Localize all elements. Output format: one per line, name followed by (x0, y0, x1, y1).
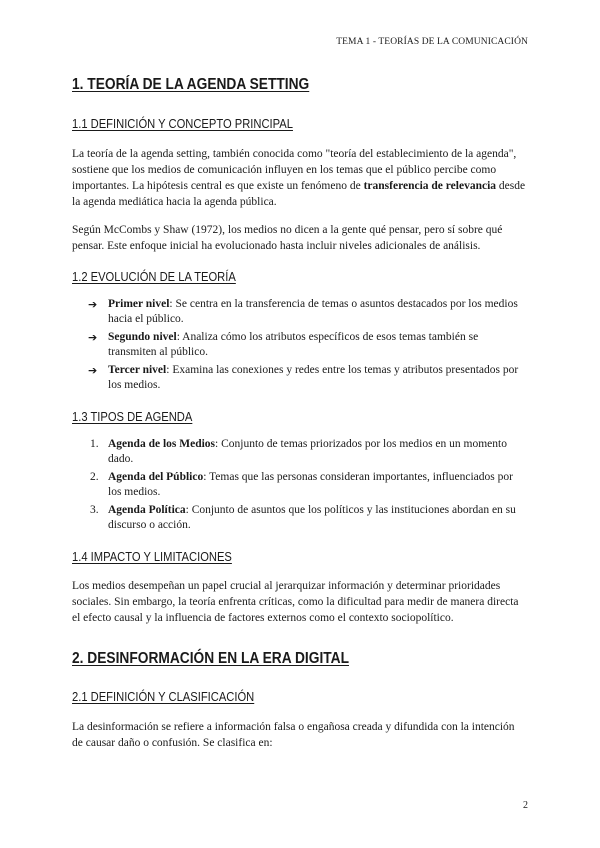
arrow-right-icon: ➔ (88, 298, 98, 311)
paragraph-text: desde la agenda mediática hacia la agenda pública. (72, 180, 526, 208)
list-item-term: Agenda del Público (108, 471, 204, 483)
list-item-text: : Conjunto de temas priorizados por los medios en un momento dado. (108, 438, 507, 465)
running-header: TEMA 1 - TEORÍAS DE LA COMUNICACIÓN (336, 37, 528, 47)
subsection-1-2-title: 1.2 EVOLUCIÓN DE LA TEORÍA (72, 269, 236, 284)
list-item-term: Agenda Política (108, 504, 186, 516)
list-number: 2. (90, 471, 99, 483)
list-item-text: : Temas que las personas consideran importantes, influenciados por los medios. (108, 471, 513, 498)
list-item-text: : Analiza cómo los atributos específicos de esos temas también se transmiten al público. (108, 331, 479, 358)
list-item (86, 330, 528, 360)
list-item (86, 363, 528, 393)
list-item (90, 503, 528, 533)
list-item (90, 470, 528, 500)
bold-term: transferencia de relevancia (363, 180, 497, 192)
list-item-term: Agenda de los Medios (108, 438, 216, 450)
arrow-right-icon: ➔ (88, 364, 98, 377)
subsection-1-3-title: 1.3 TIPOS DE AGENDA (72, 409, 193, 424)
agenda-types-list (72, 437, 528, 533)
paragraph-text: La teoría de la agenda setting, también conocida como "teoría del establecimiento de la agenda", sostiene que los medios de comunicación influyen en los temas que el público percibe como importantes. La hipótesis central es que existe un fenómeno de (72, 148, 517, 192)
list-number: 3. (90, 504, 99, 516)
paragraph-impact: Los medios desempeñan un papel crucial al jerarquizar información y determinar prioridades sociales. Sin embargo, la teoría enfrenta críticas, como la dificultad para medir de manera directa el efecto causal y la influencia de factores externos como el contexto sociopolítico. (72, 580, 519, 624)
list-item-text: : Examina las conexiones y redes entre los temas y atributos presentados por los medios. (108, 364, 519, 391)
section-2-title: 2. DESINFORMACIÓN EN LA ERA DIGITAL (72, 650, 349, 667)
paragraph-disinformation-definition: La desinformación se refiere a información falsa o engañosa creada y difundida con la intención de causar daño o confusión. Se clasifica en: (72, 721, 515, 749)
evolution-list (72, 297, 528, 393)
list-number: 1. (90, 438, 99, 450)
list-item-term: Segundo nivel (108, 331, 177, 343)
arrow-right-icon: ➔ (88, 331, 98, 344)
list-item-term: Tercer nivel (108, 364, 167, 376)
paragraph-mccombs-shaw: Según McCombs y Shaw (1972), los medios no dicen a la gente qué pensar, pero sí sobre qué pensar. Este enfoque inicial ha evolucionado hasta incluir niveles adicionales de análisis. (72, 224, 503, 252)
page-number: 2 (523, 800, 528, 811)
subsection-2-1-title: 2.1 DEFINICIÓN Y CLASIFICACIÓN (72, 689, 255, 704)
list-item (86, 297, 528, 327)
list-item-text: : Conjunto de asuntos que los políticos y las instituciones abordan en su discurso o acción. (108, 504, 516, 531)
section-1-title: 1. TEORÍA DE LA AGENDA SETTING (72, 76, 310, 93)
paragraph-agenda-definition (72, 146, 528, 210)
subsection-1-1-title: 1.1 DEFINICIÓN Y CONCEPTO PRINCIPAL (72, 116, 293, 131)
list-item-text: : Se centra en la transferencia de temas o asuntos destacados por los medios hacia el público. (108, 298, 518, 325)
subsection-1-4-title: 1.4 IMPACTO Y LIMITACIONES (72, 549, 232, 564)
list-item-term: Primer nivel (108, 298, 170, 310)
list-item (90, 437, 528, 467)
page-content (72, 72, 528, 751)
